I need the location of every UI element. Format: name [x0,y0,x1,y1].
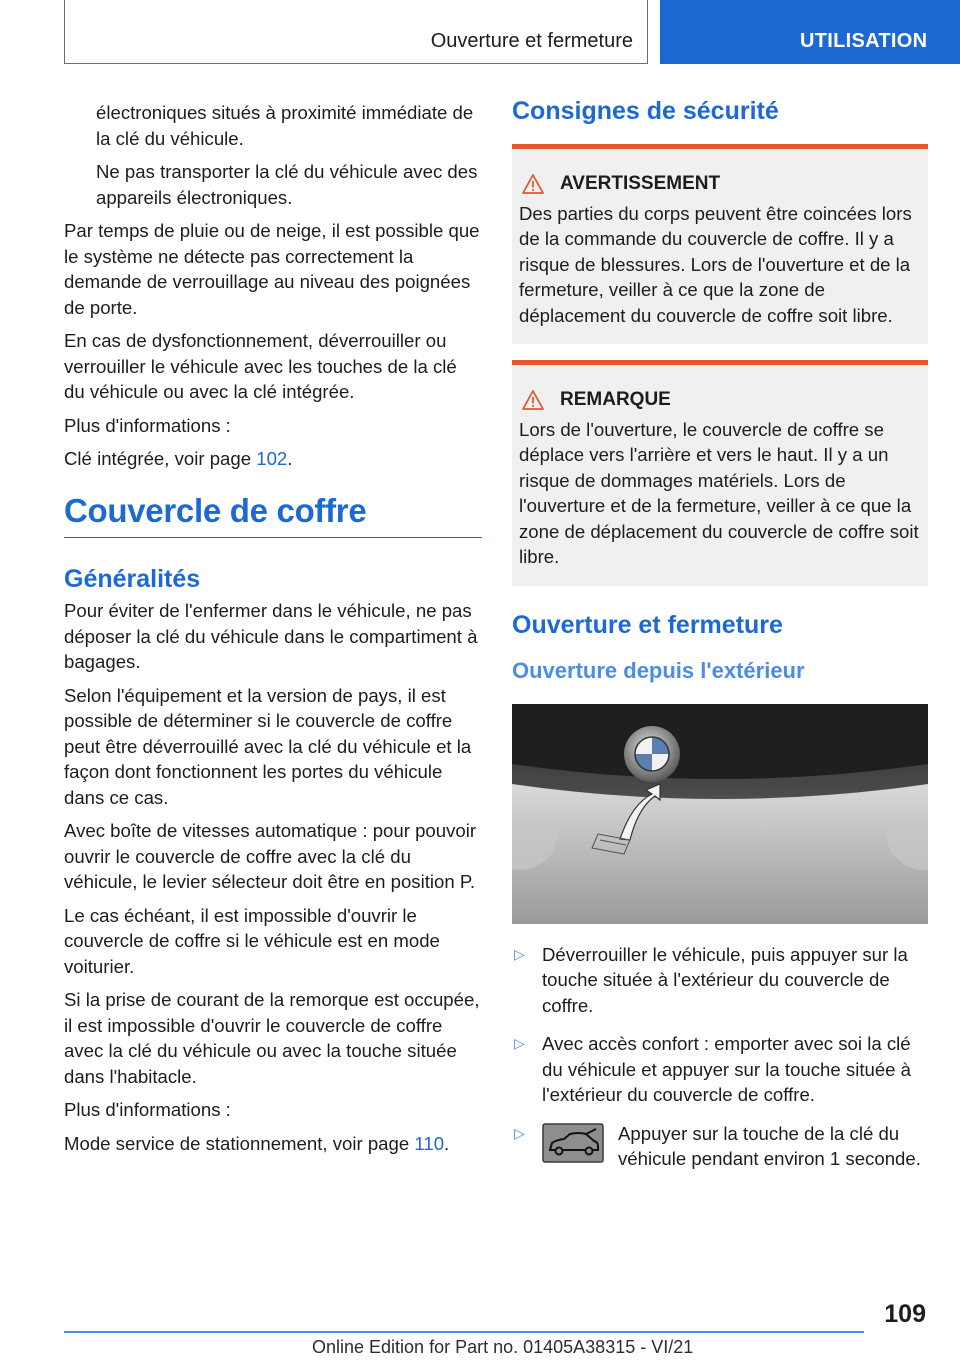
chapter-title: UTILISATION [800,30,928,52]
bullet-marker: ▷ [514,1035,525,1051]
section-heading: Consignes de sécurité [512,97,779,125]
cross-reference: Clé intégrée, voir page 102. [64,448,293,469]
chapter-heading: Couvercle de coffre [64,498,482,539]
section-heading: Généralités [64,565,201,593]
page-number: 109 [884,1300,926,1328]
warning-box [512,144,928,344]
caution-triangle-icon [522,390,544,410]
section-header-box [64,0,648,64]
section-title: Ouverture et fermeture [430,30,633,52]
car-trunk-key-icon [542,1123,604,1163]
remark-text: Lors de l'ouverture, le couvercle de coffre se déplace vers l'arrière et vers le haut. Il y a un risque de dommages matériels. Lors de l'ouverture et de la fermeture, veiller à ce que la zone de déplacement du couvercle de coffre soit libre. [519,418,919,567]
trunk-release-photo [512,704,928,924]
remark-title: REMARQUE [560,389,671,410]
list-item [512,942,928,1019]
remark-box [512,360,928,586]
page-link-110[interactable]: 110 [414,1132,445,1154]
warning-text: Des parties du corps peuvent être coincées lors de la commande du couvercle de coffre. Il y a risque de blessures. Lors de l'ouverture et de la fermeture, veiller à ce que la zone de déplacement du couvercle de coffre soit libre. [519,202,912,326]
bullet-marker: ▷ [514,945,525,962]
bullet-marker: ▷ [514,1124,525,1141]
page-link-102[interactable]: 102 [256,448,288,469]
subsection-heading: Ouverture depuis l'extérieur [512,657,805,683]
list-item [512,1031,928,1108]
footer-divider [64,1331,864,1333]
cross-reference: Mode service de stationnement, voir page 110. [64,1132,450,1154]
cross-reference-text: Mode service de stationnement, voir page [64,1132,415,1154]
remark-header [519,387,922,413]
right-column [512,97,928,1185]
chapter-tab [660,0,960,64]
section-heading: Ouverture et fermeture [512,610,783,639]
list-item-text: Déverrouiller le véhicule, puis appuyer sur la touche située à l'extérieur du couvercle de coffre. [542,943,908,1016]
paragraph: Pour éviter de l'enfermer dans le véhicule, ne pas déposer la clé du véhicule dans le compartiment à bagages. [64,600,478,672]
key-instruction [542,1121,928,1172]
paragraph: Le cas échéant, il est impossible d'ouvrir le couvercle de coffre si le véhicule est en mode voiturier. [64,904,440,977]
list-item-text: Avec accès confort : emporter avec soi la clé du véhicule et appuyer sur la touche située à l'extérieur du couvercle de coffre. [542,1033,912,1105]
paragraph: En cas de dysfonctionnement, déverrouiller ou verrouiller le véhicule avec les touches de la clé du véhicule ou avec la clé intégrée. [64,330,457,402]
paragraph: Plus d'informations : [64,414,231,436]
warning-title: AVERTISSEMENT [560,173,721,194]
paragraph: électroniques situés à proximité immédiate de la clé du véhicule. [96,102,474,149]
cross-reference-text: Clé intégrée, voir page [64,448,257,469]
paragraph: Ne pas transporter la clé du véhicule avec des appareils électroniques. [96,161,478,208]
instruction-list [512,942,928,1172]
page-header [0,0,960,66]
warning-triangle-icon [522,174,544,194]
paragraph: Si la prise de courant de la remorque est occupée, il est impossible d'ouvrir le couvercle de coffre avec la clé du véhicule ou avec la touche située dans l'habitacle. [64,989,480,1087]
list-item [512,1121,928,1172]
edition-footer: Online Edition for Part no. 01405A38315 - VI/21 [312,1337,694,1357]
warning-header [519,171,922,197]
paragraph: Par temps de pluie ou de neige, il est possible que le système ne détecte pas correctement la demande de verrouillage au niveau des poignées de porte. [64,220,480,318]
paragraph: Avec boîte de vitesses automatique : pour pouvoir ouvrir le couvercle de coffre avec la clé du véhicule, le levier sélecteur doit être en position P. [64,820,477,892]
list-item-text: Appuyer sur la touche de la clé du véhicule pendant environ 1 seconde. [618,1122,921,1169]
paragraph: Selon l'équipement et la version de pays, il est possible de déterminer si le couvercle de coffre peut être déverrouillé avec la clé du véhicule et la façon dont fonctionnent les portes du véhicule dans ce cas. [64,684,472,808]
left-column [64,100,482,1164]
paragraph: Plus d'informations : [64,1099,231,1120]
